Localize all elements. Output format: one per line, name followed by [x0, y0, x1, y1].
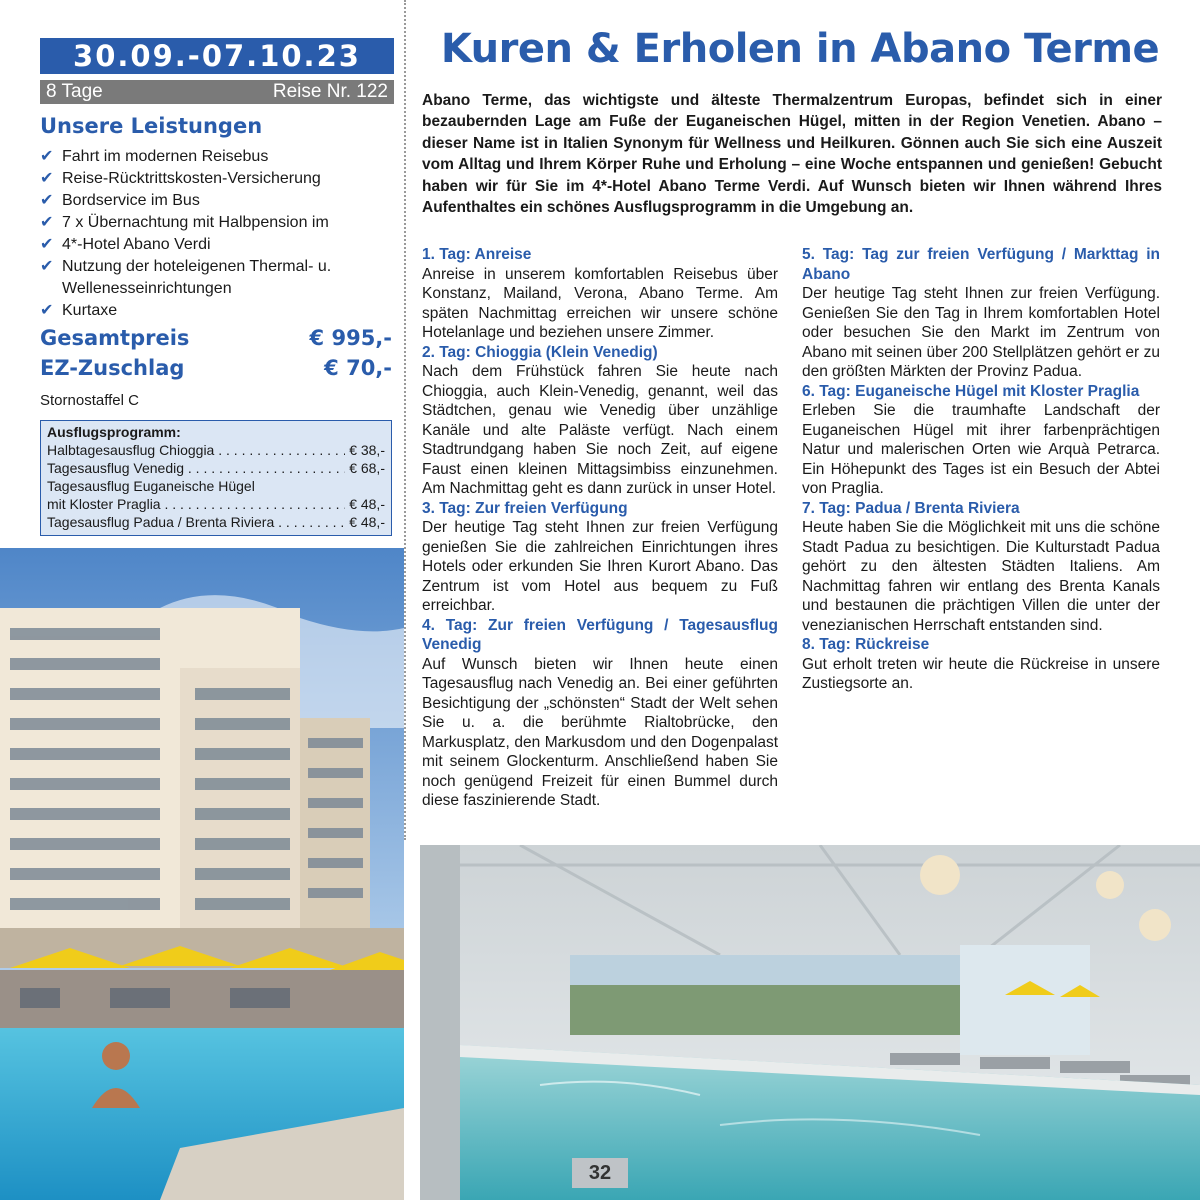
trip-duration: 8 Tage	[46, 81, 103, 102]
day-heading: 4. Tag: Zur freien Verfügung / Tagesausflug Venedig	[422, 616, 778, 653]
day-heading: 5. Tag: Tag zur freien Verfügung / Markttag in Abano	[802, 246, 1160, 283]
check-icon: ✔	[40, 236, 54, 253]
article-intro: Abano Terme, das wichtigste und älteste Thermalzentrum Europas, befindet sich in einer bezaubernden Lage am Fuße der Euganeischen Hügel, mitten in der Region Venetien. Abano – dieser Name ist in Italien Synonym für Wellness und Heilkuren. Gönnen auch Sie sich eine Auszeit vom Alltag und Ihrem Körper Ruhe und Erholung – eine Woche entspannen und genießen! Gebucht haben wir für Sie im 4*-Hotel Abano Terme Verdi. Auf Wunsch bieten wir Ihnen während Ihres Aufenthaltes ein schönes Ausflugsprogramm in die Umgebung an.	[422, 92, 1162, 217]
service-item: ✔ Reise-Rücktrittskosten-Versicherung	[40, 168, 400, 190]
check-icon: ✔	[40, 258, 54, 275]
trip-info-bar	[40, 80, 394, 104]
day-text: Auf Wunsch bieten wir Ihnen heute einen Tagesausflug nach Venedig an. Bei einer geführten Besichtigung der „schönsten“ Stadt der Welt sehen Sie u. a. die berühmte Rialtobrücke, den Markusplatz, den Markusdom und den Dogenpalast mit seinem Glockenturm. Anschließend haben Sie noch genügend Freizeit für einen Bummel durch diese faszinierende Stadt.	[422, 655, 778, 809]
excursion-item: mit Kloster Praglia . . . € 48,-	[47, 495, 385, 513]
check-icon: ✔	[40, 302, 54, 319]
hotel-photo	[0, 548, 404, 1200]
service-item: ✔ Kurtaxe	[40, 300, 400, 322]
service-item: ✔ Bordservice im Bus	[40, 190, 400, 212]
service-item: ✔ Nutzung der hoteleigenen Thermal- u. Wellenesseinrichtungen	[40, 258, 332, 297]
day-text: Erleben Sie die traumhafte Landschaft der Euganeischen Hügel mit ihrer farbenprächtigen Natur und malerischen Orten wie Arquà Petrarca. Ein Höhepunkt des Tages ist ein Besuch der Abtei von Praglia.	[802, 402, 1160, 497]
article-title: Kuren & Erholen in Abano Terme	[440, 26, 1160, 72]
check-icon: ✔	[40, 148, 54, 165]
excursion-box	[40, 420, 392, 536]
total-price-value: € 995,-	[309, 326, 392, 350]
cancellation-terms: Stornostaffel C	[40, 392, 139, 409]
day-text: Heute haben Sie die Möglichkeit mit uns die schöne Stadt Padua zu besichtigen. Die Kulturstadt Padua gehört zu den ältesten Städten Italiens. Am Nachmittag fahren wir entlang des Brenta Kanals und bestaunen die prächtigen Villen die unter der venezianischen Herrschaft entstanden sind.	[802, 519, 1160, 634]
day-text: Gut erholt treten wir heute die Rückreise in unsere Zustiegsorte an.	[802, 655, 1160, 692]
service-item: ✔ 7 x Übernachtung mit Halbpension im	[40, 212, 400, 234]
excursion-item: Halbtagesausflug Chioggia . . . € 38,-	[47, 441, 385, 459]
trip-number: Reise Nr. 122	[272, 81, 388, 102]
check-icon: ✔	[40, 214, 54, 231]
day-text: Anreise in unserem komfortablen Reisebus über Konstanz, Mailand, Verona, Abano Terme. Am späten Nachmittag erreichen wir unsere schöne Hotelanlage und beziehen unsere Zimmer.	[422, 265, 778, 341]
day-heading: 1. Tag: Anreise	[422, 246, 532, 263]
day-heading: 8. Tag: Rückreise	[802, 636, 930, 653]
excursion-item: Tagesausflug Euganeische Hügel	[47, 478, 255, 494]
itinerary-column-left	[422, 245, 778, 811]
travel-dates: 30.09.-07.10.23	[40, 38, 394, 74]
single-supplement-value: € 70,-	[324, 356, 392, 380]
day-text: Der heutige Tag steht Ihnen zur freien Verfügung genießen Sie die zahlreichen Einrichtungen ihres Hotels oder erkunden Sie Ihren Kurort Abano. Das Zentrum ist vom Hotel aus bequem zu Fuß erreichbar.	[422, 519, 778, 614]
day-heading: 3. Tag: Zur freien Verfügung	[422, 499, 628, 517]
excursion-item: Tagesausflug Padua / Brenta Riviera . . . € 48,-	[47, 513, 385, 531]
single-supplement-row	[40, 356, 392, 380]
column-divider	[404, 0, 406, 840]
day-text: Nach dem Frühstück fahren Sie heute nach Chioggia, auch Klein-Venedig, genannt, weil das Städtchen, genau wie Venedig über unzählige Kanäle und alte Paläste verfügt. Nach einem Stadtrundgang haben Sie noch Zeit, auf eigene Faust einen kleinen Mittagsimbiss einzunehmen. Am Nachmittag geht es dann zurück in unser Hotel.	[422, 363, 778, 497]
check-icon: ✔	[40, 170, 54, 187]
page-number: 32	[572, 1158, 628, 1188]
check-icon: ✔	[40, 192, 54, 209]
day-heading: 7. Tag: Padua / Brenta Riviera	[802, 499, 1020, 517]
day-heading: 2. Tag: Chioggia (Klein Venedig)	[422, 343, 658, 361]
services-list	[40, 146, 400, 322]
day-text: Der heutige Tag steht Ihnen zur freien Verfügung. Genießen Sie den Tag in Ihrem komfortablen Hotel oder besuchen Sie den Markt im Zentrum von Abano mit seinen über 200 Stellplätzen gehört er zu den größten Märkten der Provinz Padua.	[802, 285, 1160, 380]
service-item: ✔ 4*-Hotel Abano Verdi	[40, 234, 400, 256]
day-heading: 6. Tag: Euganeische Hügel mit Kloster Praglia	[802, 382, 1140, 400]
indoor-pool-photo	[420, 845, 1200, 1200]
service-item: ✔ Fahrt im modernen Reisebus	[40, 146, 400, 168]
services-heading: Unsere Leistungen	[40, 114, 263, 138]
excursion-heading: Ausflugsprogramm:	[47, 424, 181, 440]
itinerary-column-right	[802, 245, 1160, 694]
total-price-label: Gesamtpreis	[40, 326, 190, 350]
single-supplement-label: EZ-Zuschlag	[40, 356, 185, 380]
excursion-item: Tagesausflug Venedig . . . € 68,-	[47, 459, 385, 477]
total-price-row	[40, 326, 392, 350]
